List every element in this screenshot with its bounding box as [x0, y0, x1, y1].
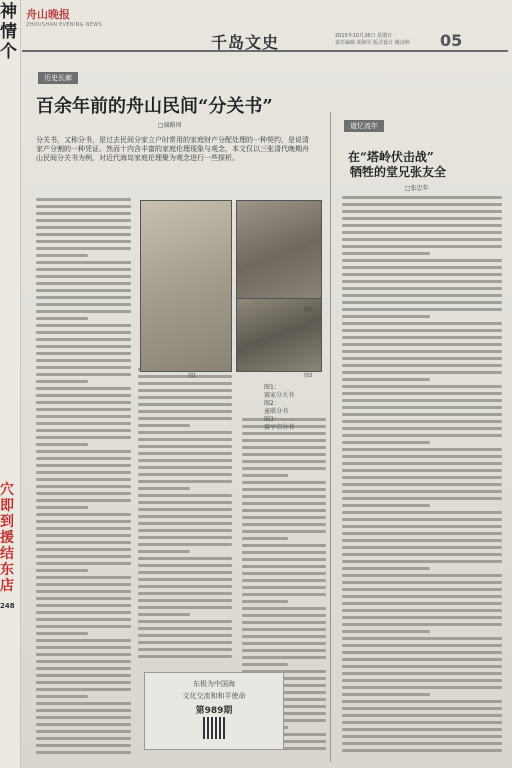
body-text-line: [36, 653, 131, 656]
promo-line-1: 东极为中国海: [193, 680, 235, 688]
photo-caption-2: 图2: [304, 307, 313, 313]
strip-red-char: 到: [0, 514, 14, 530]
body-text-line: [342, 609, 502, 612]
body-text-line: [36, 198, 131, 201]
body-text-line: [242, 635, 326, 638]
body-text-line: [342, 392, 502, 395]
strip-red-char: 东: [0, 562, 14, 578]
body-text-line: [36, 667, 131, 670]
body-text-line: [342, 238, 502, 241]
body-text-line: [138, 389, 232, 392]
body-text-line: [138, 634, 232, 637]
body-text-line: [138, 571, 232, 574]
body-text-line: [342, 413, 502, 416]
body-text-line: [342, 581, 502, 584]
strip-char: 情: [0, 22, 17, 42]
body-text-line: [342, 231, 502, 234]
body-text-line: [36, 597, 131, 600]
strip-red-char: 即: [0, 498, 14, 514]
promo-issue: 第989期: [195, 706, 233, 716]
body-text-line: [36, 569, 88, 572]
body-text-line: [342, 378, 430, 381]
side-article-byline: □张忠年: [405, 185, 429, 192]
column-tag-history: 历史长廊: [38, 72, 78, 84]
column-divider: [330, 112, 331, 762]
article-body-col-2: [138, 368, 232, 668]
body-text-line: [242, 481, 326, 484]
body-text-line: [342, 287, 502, 290]
body-text-line: [36, 401, 131, 404]
body-text-line: [36, 387, 131, 390]
body-text-line: [342, 518, 502, 521]
body-text-line: [138, 592, 232, 595]
body-text-line: [342, 602, 502, 605]
body-text-line: [138, 459, 232, 462]
body-text-line: [342, 385, 502, 388]
body-text-line: [36, 674, 131, 677]
body-text-line: [242, 453, 326, 456]
body-text-line: [138, 522, 232, 525]
body-text-line: [36, 345, 131, 348]
side-caption: 赛家分关书: [264, 392, 295, 399]
body-text-line: [342, 217, 502, 220]
side-caption: 图3：: [264, 416, 280, 423]
body-text-line: [36, 646, 131, 649]
body-text-line: [242, 551, 326, 554]
body-text-line: [36, 450, 131, 453]
body-text-line: [342, 630, 430, 633]
article-byline: □谢路周: [158, 122, 182, 129]
body-text-line: [36, 464, 131, 467]
side-caption: 图2：: [264, 400, 280, 407]
body-text-line: [342, 672, 502, 675]
body-text-line: [342, 245, 502, 248]
body-text-line: [36, 744, 131, 747]
side-caption: 童联分书: [264, 408, 289, 415]
body-text-line: [36, 268, 131, 271]
body-text-line: [342, 700, 502, 703]
body-text-line: [36, 730, 131, 733]
body-text-line: [342, 511, 502, 514]
body-text-line: [36, 359, 131, 362]
body-text-line: [36, 317, 88, 320]
body-text-line: [36, 639, 131, 642]
body-text-line: [342, 658, 502, 661]
body-text-line: [342, 448, 502, 451]
body-text-line: [138, 613, 190, 616]
body-text-line: [138, 606, 232, 609]
body-text-line: [36, 310, 131, 313]
photo-side-captions: [264, 384, 294, 432]
body-text-line: [36, 548, 131, 551]
body-text-line: [342, 196, 502, 199]
page-number: 05: [440, 31, 463, 50]
body-text-line: [36, 709, 131, 712]
body-text-line: [342, 735, 502, 738]
body-text-line: [36, 513, 131, 516]
strip-number: 248: [0, 602, 15, 610]
body-text-line: [138, 501, 232, 504]
body-text-line: [36, 443, 88, 446]
body-text-line: [36, 611, 131, 614]
body-text-line: [36, 394, 131, 397]
body-text-line: [242, 656, 326, 659]
body-text-line: [342, 462, 502, 465]
left-adjacent-page-strip: [0, 0, 21, 768]
strip-char: 个: [0, 42, 17, 62]
body-text-line: [138, 494, 232, 497]
body-text-line: [342, 728, 502, 731]
body-text-line: [342, 497, 502, 500]
body-text-line: [36, 240, 131, 243]
photo-caption-3: 图3: [304, 373, 313, 379]
body-text-line: [138, 473, 232, 476]
body-text-line: [36, 275, 131, 278]
body-text-line: [138, 627, 232, 630]
body-text-line: [36, 751, 131, 754]
body-text-line: [242, 621, 326, 624]
body-text-line: [242, 649, 326, 652]
body-text-line: [342, 546, 502, 549]
body-text-line: [342, 721, 502, 724]
body-text-line: [36, 737, 131, 740]
body-text-line: [36, 590, 131, 593]
body-text-line: [342, 280, 502, 283]
body-text-line: [138, 550, 190, 553]
body-text-line: [138, 403, 232, 406]
body-text-line: [342, 420, 502, 423]
body-text-line: [36, 219, 131, 222]
body-text-line: [342, 539, 502, 542]
body-text-line: [342, 490, 502, 493]
body-text-line: [242, 474, 288, 477]
strip-red-char: 援: [0, 530, 14, 546]
body-text-line: [138, 557, 232, 560]
body-text-line: [138, 410, 232, 413]
promo-box: [144, 672, 284, 750]
body-text-line: [36, 492, 131, 495]
section-title: 千岛文史: [211, 33, 280, 52]
side-article-title-1: 在“塔岭伏击战”: [348, 150, 434, 164]
body-text-line: [242, 565, 326, 568]
body-text-line: [138, 536, 232, 539]
body-text-line: [36, 506, 88, 509]
body-text-line: [36, 723, 131, 726]
promo-line-2: 文化交流和和平使命: [182, 692, 246, 700]
body-text-line: [36, 282, 131, 285]
body-text-line: [36, 415, 131, 418]
body-text-line: [138, 543, 232, 546]
qr-code-icon: [203, 717, 225, 739]
article-headline: 百余年前的舟山民间“分关书”: [36, 96, 273, 117]
body-text-line: [342, 595, 502, 598]
body-text-line: [342, 749, 502, 752]
body-text-line: [342, 637, 502, 640]
body-text-line: [342, 273, 502, 276]
body-text-line: [242, 495, 326, 498]
body-text-line: [342, 588, 502, 591]
body-text-line: [36, 373, 131, 376]
body-text-line: [242, 586, 326, 589]
body-text-line: [36, 352, 131, 355]
side-caption: 图1：: [264, 384, 280, 391]
body-text-line: [138, 438, 232, 441]
body-text-line: [138, 585, 232, 588]
editors: 责任编辑 胡海军 版式设计 姚彦婷: [335, 40, 410, 46]
body-text-line: [36, 247, 131, 250]
body-text-line: [342, 427, 502, 430]
body-text-line: [242, 488, 326, 491]
body-text-line: [242, 558, 326, 561]
body-text-line: [138, 445, 232, 448]
body-text-line: [36, 408, 131, 411]
body-text-line: [138, 480, 232, 483]
body-text-line: [342, 336, 502, 339]
body-text-line: [342, 455, 502, 458]
body-text-line: [138, 452, 232, 455]
body-text-line: [342, 224, 502, 227]
body-text-line: [36, 702, 131, 705]
body-text-line: [36, 296, 131, 299]
body-text-line: [36, 534, 131, 537]
body-text-line: [242, 642, 326, 645]
body-text-line: [342, 574, 502, 577]
body-text-line: [342, 686, 502, 689]
body-text-line: [242, 516, 326, 519]
body-text-line: [138, 424, 190, 427]
body-text-line: [342, 553, 502, 556]
body-text-line: [36, 233, 131, 236]
body-text-line: [242, 593, 326, 596]
body-text-line: [36, 331, 131, 334]
body-text-line: [342, 483, 502, 486]
body-text-line: [36, 576, 131, 579]
body-text-line: [342, 203, 502, 206]
body-text-line: [342, 315, 430, 318]
body-text-line: [342, 364, 502, 367]
body-text-line: [342, 714, 502, 717]
body-text-line: [36, 205, 131, 208]
body-text-line: [36, 457, 131, 460]
body-text-line: [342, 399, 502, 402]
body-text-line: [138, 564, 232, 567]
body-text-line: [242, 607, 326, 610]
body-text-line: [242, 544, 326, 547]
strip-red-char: 店: [0, 578, 14, 594]
body-text-line: [342, 301, 502, 304]
body-text-line: [342, 252, 430, 255]
body-text-line: [36, 429, 131, 432]
body-text-line: [36, 366, 131, 369]
body-text-line: [342, 322, 502, 325]
body-text-line: [36, 583, 131, 586]
article-body-col-1: [36, 198, 131, 758]
body-text-line: [36, 520, 131, 523]
body-text-line: [36, 289, 131, 292]
body-text-line: [242, 509, 326, 512]
body-text-line: [342, 259, 502, 262]
strip-red-char: 穴: [0, 482, 14, 498]
body-text-line: [342, 329, 502, 332]
body-text-line: [342, 651, 502, 654]
side-caption: 赛亨宗分书: [264, 424, 295, 431]
body-text-line: [138, 431, 232, 434]
photo-document-2: [236, 200, 322, 310]
body-text-line: [242, 439, 326, 442]
body-text-line: [138, 620, 232, 623]
body-text-line: [36, 527, 131, 530]
body-text-line: [138, 599, 232, 602]
body-text-line: [138, 648, 232, 651]
body-text-line: [242, 628, 326, 631]
body-text-line: [242, 467, 326, 470]
body-text-line: [342, 707, 502, 710]
body-text-line: [36, 485, 131, 488]
body-text-line: [36, 471, 131, 474]
paper-name: 舟山晚报: [26, 8, 70, 21]
body-text-line: [36, 632, 88, 635]
body-text-line: [242, 502, 326, 505]
body-text-line: [242, 446, 326, 449]
body-text-line: [342, 623, 502, 626]
body-text-line: [342, 294, 502, 297]
body-text-line: [342, 693, 430, 696]
body-text-line: [36, 688, 131, 691]
body-text-line: [138, 641, 232, 644]
body-text-line: [138, 417, 232, 420]
body-text-line: [242, 432, 326, 435]
body-text-line: [342, 266, 502, 269]
body-text-line: [36, 226, 131, 229]
body-text-line: [342, 665, 502, 668]
body-text-line: [36, 254, 88, 257]
body-text-line: [36, 625, 131, 628]
body-text-line: [138, 382, 232, 385]
body-text-line: [138, 396, 232, 399]
body-text-line: [36, 261, 131, 264]
body-text-line: [36, 695, 88, 698]
issue-date: 2015年10月26日 星期日: [335, 33, 393, 39]
body-text-line: [138, 487, 190, 490]
body-text-line: [36, 324, 131, 327]
body-text-line: [138, 375, 232, 378]
body-text-line: [36, 303, 131, 306]
body-text-line: [242, 523, 326, 526]
body-text-line: [342, 679, 502, 682]
body-text-line: [36, 604, 131, 607]
body-text-line: [342, 532, 502, 535]
body-text-line: [342, 371, 502, 374]
body-text-line: [36, 436, 131, 439]
body-text-line: [242, 460, 326, 463]
body-text-line: [36, 422, 131, 425]
body-text-line: [342, 742, 502, 745]
body-text-line: [138, 508, 232, 511]
body-text-line: [36, 499, 131, 502]
body-text-line: [342, 567, 430, 570]
body-text-line: [342, 504, 430, 507]
body-text-line: [342, 476, 502, 479]
body-text-line: [242, 530, 326, 533]
paper-name-english: ZHOUSHAN EVENING NEWS: [26, 22, 102, 28]
body-text-line: [342, 308, 502, 311]
body-text-line: [242, 663, 288, 666]
body-text-line: [342, 343, 502, 346]
body-text-line: [342, 350, 502, 353]
body-text-line: [242, 614, 326, 617]
body-text-line: [138, 578, 232, 581]
column-tag-memory: 道忆流年: [344, 120, 384, 132]
body-text-line: [36, 478, 131, 481]
body-text-line: [36, 618, 131, 621]
body-text-line: [36, 212, 131, 215]
body-text-line: [36, 380, 88, 383]
body-text-line: [36, 716, 131, 719]
article-lead: 分关书，又称分书，是过去民间分家立户时常用的家庭财产分配处理的一种契约，是说清家产分割的一种凭证。然而十内含丰富的家庭伦理现象与观念，本文仅以三张清代晚期舟山民间分关书为例，对近代海岛家庭伦理聚为观念进行一些探析。: [36, 136, 309, 162]
body-text-line: [242, 600, 288, 603]
body-text-line: [138, 655, 232, 658]
body-text-line: [36, 681, 131, 684]
body-text-line: [342, 441, 430, 444]
body-text-line: [36, 541, 131, 544]
strip-red-char: 结: [0, 546, 14, 562]
body-text-line: [342, 560, 502, 563]
body-text-line: [242, 537, 288, 540]
body-text-line: [138, 466, 232, 469]
body-text-line: [138, 529, 232, 532]
body-text-line: [36, 555, 131, 558]
photo-caption-1: 图1: [188, 373, 197, 379]
body-text-line: [342, 434, 502, 437]
body-text-line: [36, 562, 131, 565]
body-text-line: [342, 469, 502, 472]
side-article-body: [342, 196, 502, 760]
body-text-line: [342, 406, 502, 409]
body-text-line: [138, 515, 232, 518]
dateline: [335, 33, 445, 47]
body-text-line: [36, 338, 131, 341]
body-text-line: [342, 644, 502, 647]
body-text-line: [342, 616, 502, 619]
body-text-line: [342, 210, 502, 213]
body-text-line: [242, 579, 326, 582]
photo-document-1: [140, 200, 232, 372]
body-text-line: [342, 357, 502, 360]
body-text-line: [36, 660, 131, 663]
side-article-title-2: 牺牲的堂兄张友全: [350, 165, 447, 179]
strip-char: 神: [0, 2, 17, 22]
body-text-line: [342, 525, 502, 528]
body-text-line: [242, 572, 326, 575]
